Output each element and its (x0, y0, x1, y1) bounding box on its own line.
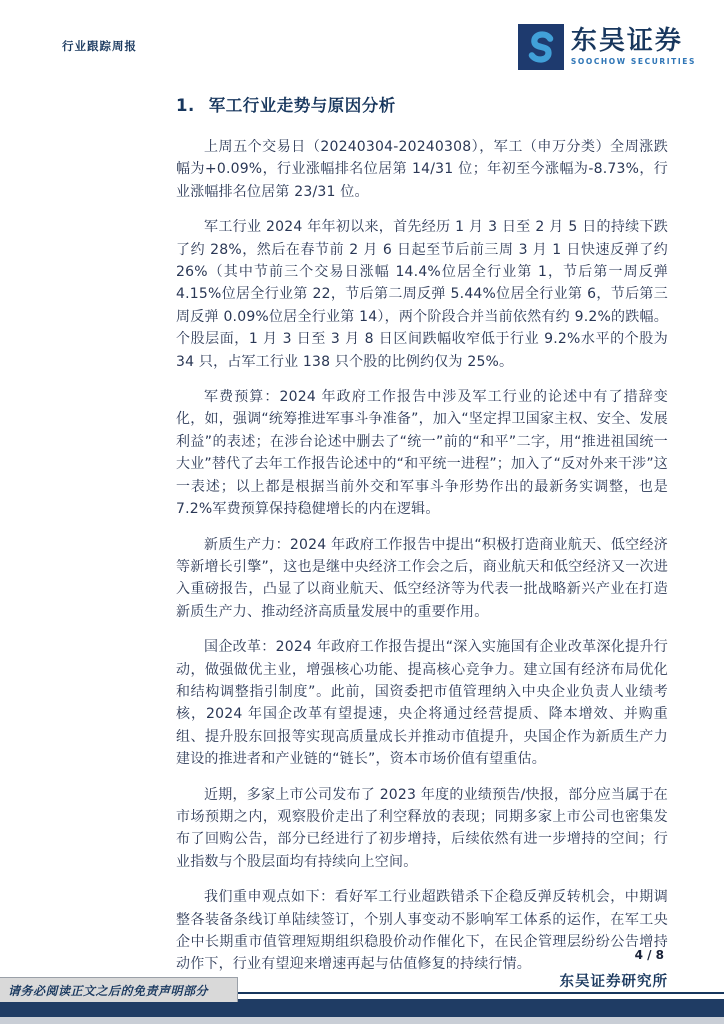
section-title-text: 军工行业走势与原因分析 (208, 96, 396, 115)
body-paragraph-earnings-buybacks: 近期，多家上市公司发布了 2023 年度的业绩预告/快报，部分应当属于在市场预期之内，观察股价走出了利空释放的表现；同期多家上市公司也密集发布了回购公告，部分已经进行了初步增持，后续依然有进一步增持的空间；行业指数与个股层面均有持续向上空间。 (176, 786, 668, 870)
section-number: 1. (176, 96, 195, 115)
section-title (176, 92, 668, 116)
body-paragraph-trend-analysis: 军工行业 2024 年年初以来，首先经历 1 月 3 日至 2 月 5 日的持续下跌了约 28%，然后在春节前 2 月 6 日起至节后前三周 3 月 1 日快速反弹了约 26%（其中节前三个交易日涨幅 14.4%位居全行业第 1，节后第一周反弹 4.15%位居全行业第 22，节后第二周反弹 5.44%位居全行业第 6，节后第三周反弹 0.09%位居全行业第 14），两个阶段合并当前依然有约 9.2%的跌幅。个股层面，1 月 3 日至 3 月 8 日区间跌幅收窄低于行业 9.2%水平的个股为 34 只，占军工行业 138 只个股的比例约仅为 25%。 (176, 219, 668, 370)
company-logo (518, 24, 696, 70)
research-institute-name: 东吴证券研究所 (559, 974, 668, 990)
footer-bottom-strip (0, 1017, 724, 1024)
body-paragraph-reiterate-view: 我们重申观点如下：看好军工行业超跌错杀下企稳反弹反转机会，中期调整各装备条线订单陆续签订，个别人事变动不影响军工体系的运作，在军工央企中长期重市值管理短期组织稳股价动作催化下，在民企管理层纷纷公告增持动作下，行业有望迎来增速再起与估值修复的持续行情。 (176, 889, 668, 973)
body-paragraph-soe-reform: 国企改革：2024 年政府工作报告提出“深入实施国有企业改革深化提升行动，做强做优主业，增强核心功能、提高核心竞争力。建立国有经济布局优化和结构调整指引制度”。此前，国资委把市值管理纳入中央企业负责人业绩考核，2024 年国企改革有望提速，央企将通过经营提质、降本增效、并购重组、提升股东回报等实现高质量成长并推动市值提升，央国企作为新质生产力建设的推进者和产业链的“链长”，资本市场价值有望重估。 (176, 639, 668, 768)
logo-text (571, 28, 696, 66)
disclaimer-text: 请务必阅读正文之后的免责声明部分 (8, 983, 209, 998)
report-body (176, 92, 668, 989)
body-paragraph-weekly-performance: 上周五个交易日（20240304-20240308），军工（申万分类）全周涨跌幅为+0.09%，行业涨幅排名位居第 14/31 位；年初至今涨幅为-8.73%，行业涨幅排名位居第 23/31 位。 (176, 139, 668, 200)
report-type-label: 行业跟踪周报 (62, 39, 137, 53)
body-paragraph-military-budget: 军费预算：2024 年政府工作报告中涉及军工行业的论述中有了措辞变化，如，强调“统筹推进军事斗争准备”，加入“坚定捍卫国家主权、安全、发展利益”的表述；在涉台论述中删去了“统一”前的“和平”二字，用“推进祖国统一大业”替代了去年工作报告论述中的“和平统一进程”；加入了“反对外来干涉”这一表述；以上都是根据当前外交和军事斗争形势作出的最新务实调整，也是 7.2%军费预算保持稳健增长的内在逻辑。 (176, 389, 668, 518)
disclaimer-box (0, 977, 238, 1002)
body-paragraph-new-productivity: 新质生产力：2024 年政府工作报告中提出“积极打造商业航天、低空经济等新增长引擎”，这也是继中央经济工作会之后，商业航天和低空经济又一次进入重磅报告，凸显了以商业航天、低空经济等为代表一批战略新兴产业在打造新质生产力、推动经济高质量发展中的重要作用。 (176, 536, 668, 620)
soochow-s-swirl-icon (518, 24, 564, 70)
logo-en-name: SOOCHOW SECURITIES (570, 57, 696, 67)
logo-cn-name: 东吴证券 (570, 26, 683, 57)
page-number: 4 / 8 (634, 948, 664, 962)
